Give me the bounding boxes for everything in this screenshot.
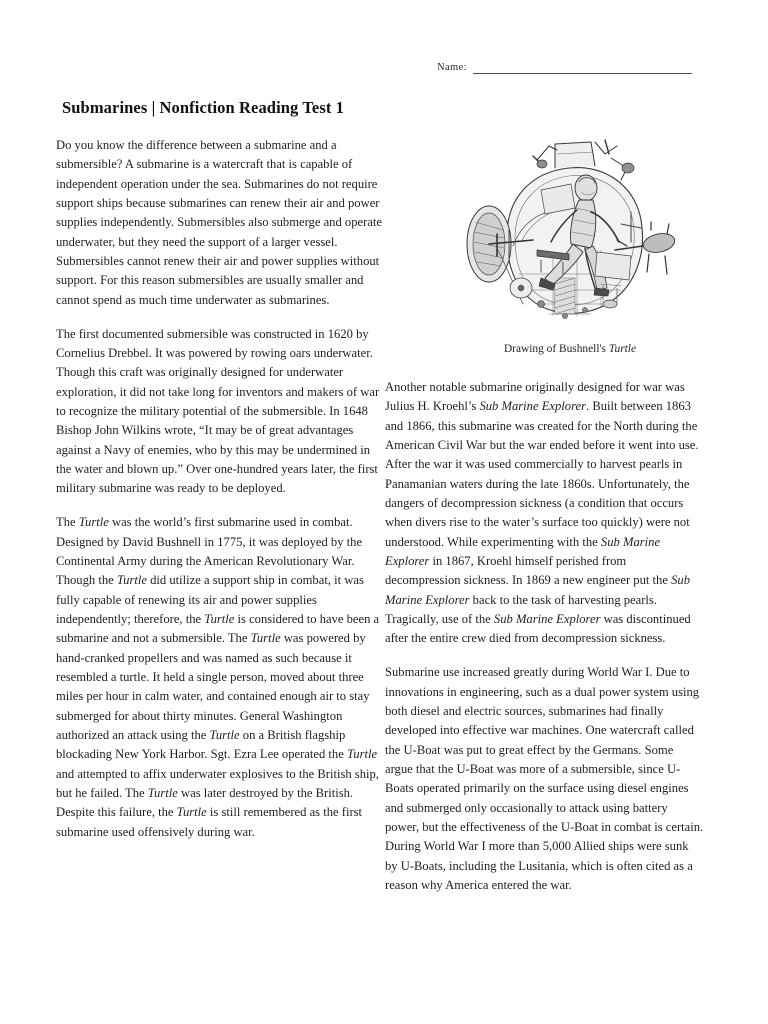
italic-title-run: Turtle [209,727,240,742]
paragraph-1: Do you know the difference between a submarine and a submersible? A submarine is a watercraft that is capable of independent operation under the sea. Submarines do not require support ships because submarines can renew their air and power supplies independently. Submersibles also submerge and operate underwater, but they need the support of a larger vessel. Submersibles cannot renew their air and power supplies without support. For this reason submersibles are usually smaller and cannot spend as much time underwater as submarines. [56,138,382,307]
italic-title-run: Sub Marine Explorer [385,573,690,607]
name-field-row [437,60,692,74]
figure-caption [430,342,710,357]
name-field-blank-line[interactable] [473,60,692,74]
left-column [56,136,382,842]
page-title: Submarines | Nonfiction Reading Test 1 [62,98,345,117]
italic-title-run: Turtle [346,747,378,762]
right-column [385,378,704,895]
turtle-submarine-drawing-icon [445,138,695,338]
figure-caption-text: Drawing of Bushnell's [503,343,609,355]
paragraph-2: The first documented submersible was constructed in 1620 by Cornelius Drebbel. It was powered by rowing oars underwater. Though this craft was originally designed for underwater exploration, it did not take long for inventors and makers of war to recognize the military potential of the submersible. In 1648 Bishop John Wilkins wrote, “It may be of great advantages against a Navy of enemies, who by this may be undermined in the water and blown up.” Over one-hundred years later, the first military submarine was ready to be deployed. [56,326,380,496]
italic-title-run: Turtle [250,631,281,646]
italic-title-run: Sub Marine Explorer [385,534,661,569]
name-field-label: Name: [437,62,467,73]
italic-title-run: Sub Marine Explorer [479,399,587,414]
figure-turtle-submarine [430,138,710,357]
italic-title-run: Turtle [116,573,147,588]
italic-title-run: Sub Marine Explorer [493,612,601,627]
italic-title-run: Turtle [176,805,207,820]
italic-title-run: Turtle [78,515,109,530]
paragraph-3: The Turtle was the world’s first submarine used in combat. Designed by David Bushnell in 1775, it was deployed by the Continental Army during the American Revolutionary War. Though the Turtle did utilize a support ship in combat, it was fully capable of renewing its air and power supplies independently; therefore, the Turtle is considered to have been a submarine and not a submersible. The Turtle was powered by hand-cranked propellers and was named as such because it resembled a turtle. It held a single person, moved about three miles per hour in calm water, and contained enough air to stay submerged for about thirty minutes. General Washington authorized an attack using the Turtle on a British flagship blockading New York Harbor. Sgt. Ezra Lee operated the Turtle and attempted to affix underwater explosives to the British ship, but he failed. The Turtle was later destroyed by the British. Despite this failure, the Turtle is still remembered as the first submarine used offensively during war. [56,515,380,839]
italic-title-run: Turtle [204,611,235,626]
italic-title-run: Turtle [147,786,178,800]
paragraph-4: Another notable submarine originally designed for war was Julius H. Kroehl’s Sub Marine Explorer. Built between 1863 and 1866, this submarine was created for the North during the American Civil War but the war ended before it went into use. After the war it was used commercially to harvest pearls in Panamanian waters during the late 1860s. Unfortunately, the dangers of decompression sickness (a condition that occurs when divers rise to the water’s surface too quickly) were not understood. While experimenting with the Sub Marine Explorer in 1867, Kroehl himself perished from decompression sickness. In 1869 a new engineer put the Sub Marine Explorer back to the task of harvesting pearls. Tragically, use of the Sub Marine Explorer was discontinued after the entire crew died from decompression sickness. [385,380,699,646]
paragraph-5: Submarine use increased greatly during World War I. Due to innovations in engineering, such as a dual power system using both diesel and electric sources, submarines had finally developed into effective war machines. One watercraft called the U-Boat was put to great effect by the Germans. Some argue that the U-Boat was more of a submersible, since U-Boats operated primarily on the surface using diesel engines and submerged only occasionally to attack using battery power, but the effectiveness of the U-Boat in combat is certain. During World War I more than 5,000 Allied ships were sunk by U-Boats, including the Lusitania, which is often cited as a reason why America entered the war. [385,665,704,893]
figure-caption-title: Turtle [608,343,637,355]
